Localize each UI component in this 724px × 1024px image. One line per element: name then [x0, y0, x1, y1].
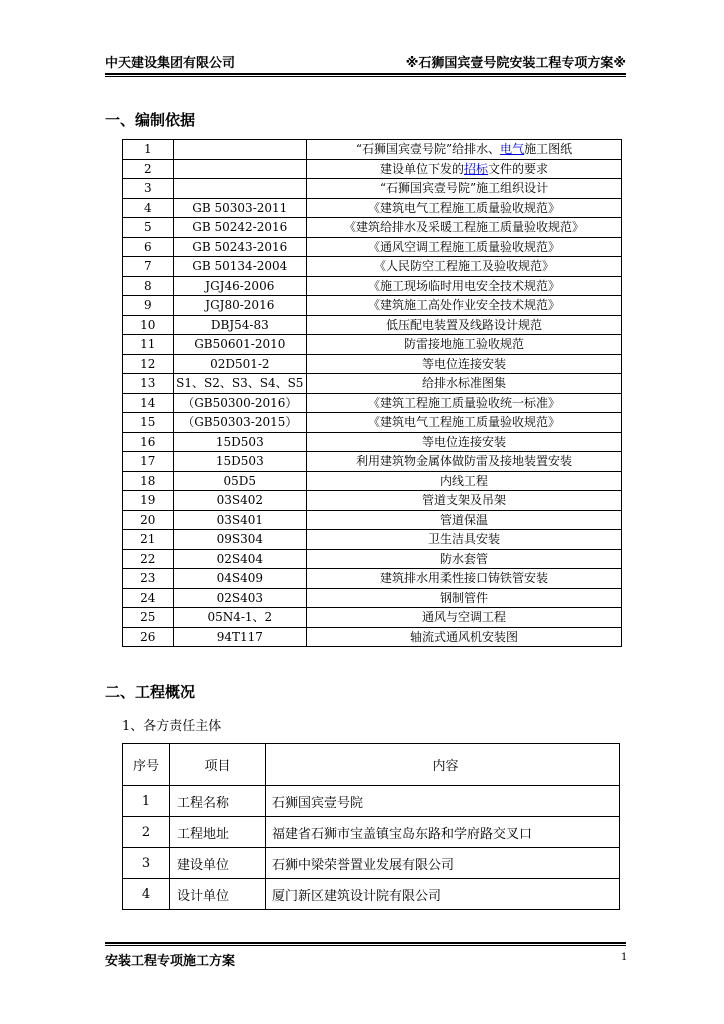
ref-name: 等电位连接安装 [306, 432, 621, 452]
ref-name: 轴流式通风机安装图 [306, 627, 621, 647]
ref-code: 15D503 [173, 432, 306, 452]
footer-rule-thin [105, 945, 626, 946]
ref-code: 03S401 [173, 510, 306, 530]
party-number: 2 [123, 817, 170, 848]
column-header: 序号 [123, 744, 170, 786]
party-item: 设计单位 [170, 879, 266, 910]
ref-name: 防水套管 [306, 549, 621, 569]
table-row [123, 471, 622, 491]
ref-code: GB50601-2010 [173, 335, 306, 355]
ref-name: 等电位连接安装 [306, 354, 621, 374]
ref-code: GB 50243-2016 [173, 237, 306, 257]
ref-code: S1、S2、S3、S4、S5 [173, 374, 306, 394]
ref-code: 03S402 [173, 491, 306, 511]
ref-code [173, 140, 306, 160]
ref-code: 94T117 [173, 627, 306, 647]
header-rule [105, 73, 626, 75]
parties-table [122, 743, 620, 910]
ref-code: （GB50303-2015） [173, 413, 306, 433]
table-row [123, 335, 622, 355]
table-row [123, 393, 622, 413]
table-row [123, 237, 622, 257]
ref-name: 《建筑电气工程施工质量验收规范》 [306, 413, 621, 433]
ref-link[interactable]: 电气 [500, 142, 525, 157]
ref-number: 20 [123, 510, 174, 530]
table-row [123, 879, 620, 910]
section-2-subtitle: 1、各方责任主体 [122, 719, 222, 734]
ref-code [173, 179, 306, 199]
header-company: 中天建设集团有限公司 [105, 56, 236, 71]
column-header: 项目 [170, 744, 266, 786]
header-rule-thin [105, 76, 626, 77]
ref-number: 12 [123, 354, 174, 374]
header-doc-title: ※石狮国宾壹号院安装工程专项方案※ [405, 56, 626, 71]
ref-number: 14 [123, 393, 174, 413]
ref-number: 10 [123, 315, 174, 335]
table-row [123, 413, 622, 433]
ref-name: 钢制管件 [306, 588, 621, 608]
ref-code: DBJ54-83 [173, 315, 306, 335]
ref-number: 25 [123, 608, 174, 628]
table-row [123, 786, 620, 817]
table-row [123, 218, 622, 238]
references-table [122, 139, 622, 647]
table-row [123, 549, 622, 569]
ref-name: 利用建筑物金属体做防雷及接地装置安装 [306, 452, 621, 472]
table-header-row [123, 744, 620, 786]
ref-number: 6 [123, 237, 174, 257]
ref-name: 管道保温 [306, 510, 621, 530]
page-number: 1 [621, 952, 628, 963]
table-row [123, 296, 622, 316]
page-header [105, 52, 626, 72]
ref-number: 22 [123, 549, 174, 569]
ref-name: 《建筑电气工程施工质量验收规范》 [306, 198, 621, 218]
ref-name: 《人民防空工程施工及验收规范》 [306, 257, 621, 277]
ref-code: GB 50303-2011 [173, 198, 306, 218]
ref-name: 给排水标准图集 [306, 374, 621, 394]
ref-name-text: 施工图纸 [524, 142, 573, 157]
ref-name: 《通风空调工程施工质量验收规范》 [306, 237, 621, 257]
ref-code: 02D501-2 [173, 354, 306, 374]
ref-link[interactable]: 招标 [463, 161, 488, 176]
table-row [123, 140, 622, 160]
table-row [123, 588, 622, 608]
table-row [123, 276, 622, 296]
ref-name-text: “石狮国宾壹号院”给排水、 [355, 142, 501, 157]
table-row [123, 432, 622, 452]
ref-code: （GB50300-2016） [173, 393, 306, 413]
ref-name: 管道支架及吊架 [306, 491, 621, 511]
ref-number: 18 [123, 471, 174, 491]
ref-name-text: 文件的要求 [488, 161, 549, 176]
ref-name: 低压配电装置及线路设计规范 [306, 315, 621, 335]
section-2-title: 二、工程概况 [105, 683, 196, 701]
ref-name: 内线工程 [306, 471, 621, 491]
table-row [123, 452, 622, 472]
ref-name [306, 140, 621, 160]
ref-number: 16 [123, 432, 174, 452]
table-row [123, 530, 622, 550]
ref-name: 《建筑工程施工质量验收统一标准》 [306, 393, 621, 413]
table-row [123, 491, 622, 511]
ref-number: 5 [123, 218, 174, 238]
ref-name-text: 建设单位下发的 [379, 161, 464, 176]
table-row [123, 374, 622, 394]
party-content: 厦门新区建筑设计院有限公司 [266, 879, 620, 910]
ref-number: 21 [123, 530, 174, 550]
ref-number: 4 [123, 198, 174, 218]
ref-number: 8 [123, 276, 174, 296]
ref-number: 7 [123, 257, 174, 277]
ref-number: 9 [123, 296, 174, 316]
ref-number: 2 [123, 159, 174, 179]
ref-name: 《建筑给排水及采暖工程施工质量验收规范》 [306, 218, 621, 238]
ref-number: 26 [123, 627, 174, 647]
ref-name [306, 159, 621, 179]
ref-name: 《施工现场临时用电安全技术规范》 [306, 276, 621, 296]
ref-code: 05N4-1、2 [173, 608, 306, 628]
section-1-title: 一、编制依据 [105, 111, 196, 129]
footer-rule [105, 942, 626, 944]
party-item: 工程名称 [170, 786, 266, 817]
ref-code: 05D5 [173, 471, 306, 491]
table-row [123, 848, 620, 879]
party-content: 福建省石狮市宝盖镇宝岛东路和学府路交叉口 [266, 817, 620, 848]
table-row [123, 510, 622, 530]
ref-number: 15 [123, 413, 174, 433]
ref-code: JGJ46-2006 [173, 276, 306, 296]
ref-number: 1 [123, 140, 174, 160]
ref-number: 3 [123, 179, 174, 199]
ref-name: 建筑排水用柔性接口铸铁管安装 [306, 569, 621, 589]
party-number: 1 [123, 786, 170, 817]
ref-number: 23 [123, 569, 174, 589]
table-row [123, 179, 622, 199]
ref-code: 09S304 [173, 530, 306, 550]
ref-code [173, 159, 306, 179]
party-number: 4 [123, 879, 170, 910]
ref-code: 02S403 [173, 588, 306, 608]
ref-number: 13 [123, 374, 174, 394]
ref-name: “石狮国宾壹号院”施工组织设计 [306, 179, 621, 199]
ref-name: 《建筑施工高处作业安全技术规范》 [306, 296, 621, 316]
party-item: 工程地址 [170, 817, 266, 848]
table-row [123, 159, 622, 179]
ref-number: 17 [123, 452, 174, 472]
table-row [123, 569, 622, 589]
table-row [123, 608, 622, 628]
table-row [123, 315, 622, 335]
ref-name: 通风与空调工程 [306, 608, 621, 628]
ref-code: GB 50134-2004 [173, 257, 306, 277]
table-row [123, 817, 620, 848]
ref-number: 11 [123, 335, 174, 355]
party-content: 石狮中梁荣誉置业发展有限公司 [266, 848, 620, 879]
column-header: 内容 [266, 744, 620, 786]
ref-code: 15D503 [173, 452, 306, 472]
party-item: 建设单位 [170, 848, 266, 879]
party-content: 石狮国宾壹号院 [266, 786, 620, 817]
ref-code: 02S404 [173, 549, 306, 569]
ref-code: 04S409 [173, 569, 306, 589]
ref-code: GB 50242-2016 [173, 218, 306, 238]
ref-number: 19 [123, 491, 174, 511]
footer-title: 安装工程专项施工方案 [105, 954, 236, 969]
table-row [123, 627, 622, 647]
table-row [123, 257, 622, 277]
ref-code: JGJ80-2016 [173, 296, 306, 316]
ref-number: 24 [123, 588, 174, 608]
ref-name: 防雷接地施工验收规范 [306, 335, 621, 355]
ref-name: 卫生洁具安装 [306, 530, 621, 550]
table-row [123, 198, 622, 218]
party-number: 3 [123, 848, 170, 879]
table-row [123, 354, 622, 374]
